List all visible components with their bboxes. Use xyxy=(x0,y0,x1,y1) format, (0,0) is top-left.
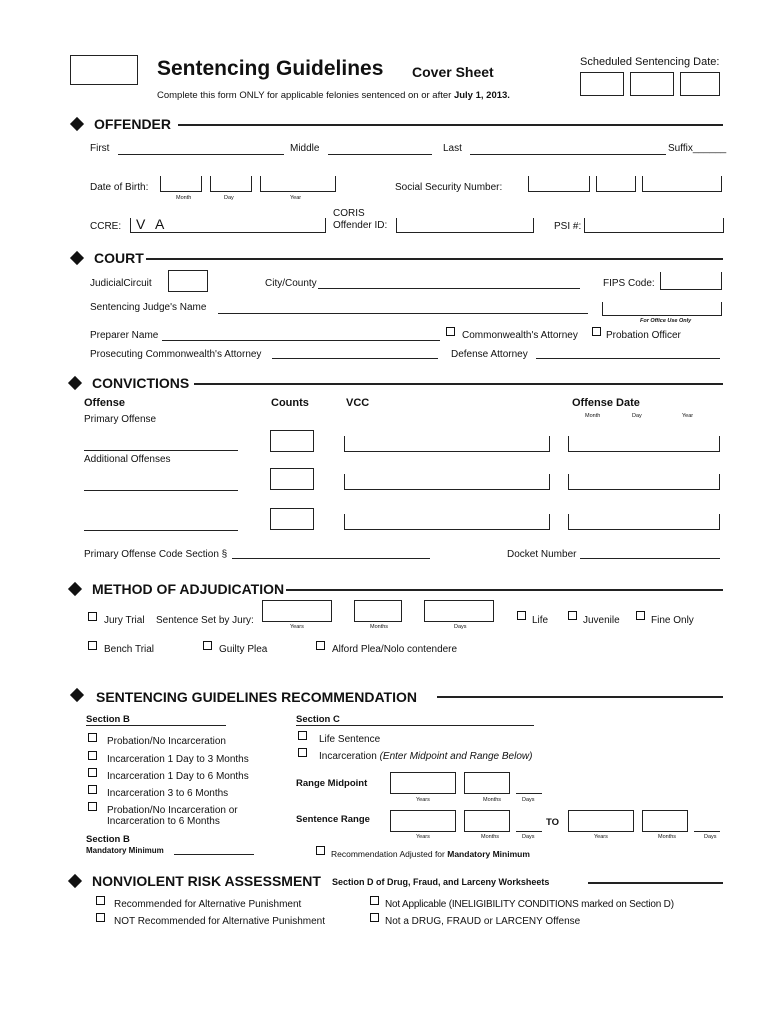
additional-1-vcc-box[interactable] xyxy=(344,474,550,490)
offense-date-day-caption: Day xyxy=(632,413,642,419)
recommended-alternative-checkbox[interactable] xyxy=(96,896,105,905)
first-label: First xyxy=(90,143,110,154)
jury-trial-label: Jury Trial xyxy=(104,615,145,626)
defense-attorney-label: Defense Attorney xyxy=(451,349,528,360)
recommendation-rule xyxy=(437,696,723,698)
last-name-field[interactable] xyxy=(470,154,666,155)
range-low-years-box[interactable] xyxy=(390,810,456,832)
probation-no-incarceration-checkbox[interactable] xyxy=(88,733,97,742)
counts-col-header: Counts xyxy=(271,397,309,409)
midpoint-days-caption: Days xyxy=(522,797,535,803)
dob-year-caption: Year xyxy=(290,195,302,201)
not-recommended-alternative-label: NOT Recommended for Alternative Punishment xyxy=(114,916,326,927)
risk-subheading: Section D of Drug, Fraud, and Larceny Worksheets xyxy=(332,877,550,887)
ccre-number-box[interactable] xyxy=(130,218,326,233)
recommended-alternative-label: Recommended for Alternative Punishment xyxy=(114,899,302,910)
b-option-4: Incarceration 3 to 6 Months xyxy=(107,788,229,799)
range-low-years-caption: Years xyxy=(416,834,430,840)
jury-trial-checkbox[interactable] xyxy=(88,612,97,621)
court-bullet-icon xyxy=(70,251,84,265)
mandatory-minimum-field[interactable] xyxy=(174,854,254,855)
city-county-label: City/County xyxy=(265,278,317,289)
not-drug-fraud-larceny-label: Not a DRUG, FRAUD or LARCENY Offense xyxy=(385,916,581,927)
fips-code-box[interactable] xyxy=(660,272,722,290)
city-county-field[interactable] xyxy=(318,288,580,289)
commonwealths-attorney-label: Commonwealth's Attorney xyxy=(462,330,578,341)
midpoint-years-caption: Years xyxy=(416,797,430,803)
range-low-days-field[interactable] xyxy=(516,831,542,832)
jury-years-box[interactable] xyxy=(262,600,332,622)
range-high-days-field[interactable] xyxy=(694,831,720,832)
primary-counts-box[interactable] xyxy=(270,430,314,452)
additional-1-offense-date-box[interactable] xyxy=(568,474,720,490)
ssn-part1-box[interactable] xyxy=(528,176,590,192)
additional-1-counts-box[interactable] xyxy=(270,468,314,490)
section-c-heading: Section C xyxy=(296,714,340,725)
midpoint-days-field[interactable] xyxy=(516,793,542,794)
court-rule xyxy=(146,258,723,260)
alford-plea-checkbox[interactable] xyxy=(316,641,325,650)
primary-offense-date-box[interactable] xyxy=(568,436,720,452)
offender-heading: OFFENDER xyxy=(94,116,171,132)
adjusted-mandatory-minimum-checkbox[interactable] xyxy=(316,846,325,855)
midpoint-months-caption: Months xyxy=(483,797,502,803)
additional-2-vcc-box[interactable] xyxy=(344,514,550,530)
probation-officer-label: Probation Officer xyxy=(606,330,681,341)
convictions-rule xyxy=(194,383,723,385)
bench-trial-label: Bench Trial xyxy=(104,644,155,655)
offender-bullet-icon xyxy=(70,117,84,131)
dob-day-box[interactable] xyxy=(210,176,252,192)
page-title: Sentencing Guidelines xyxy=(157,57,384,80)
fine-only-checkbox[interactable] xyxy=(636,611,645,620)
risk-rule xyxy=(588,882,723,884)
judicial-circuit-box[interactable] xyxy=(168,270,208,292)
range-low-months-caption: Months xyxy=(481,834,500,840)
incarceration-3-6months-checkbox[interactable] xyxy=(88,785,97,794)
range-low-months-box[interactable] xyxy=(464,810,510,832)
life-checkbox[interactable] xyxy=(517,611,526,620)
section-b-heading: Section B xyxy=(86,714,130,725)
section-b-underline xyxy=(86,725,226,726)
section-b-mandatory-heading: Section B xyxy=(86,834,130,845)
adjudication-heading: METHOD OF ADJUDICATION xyxy=(92,581,285,597)
primary-vcc-box[interactable] xyxy=(344,436,550,452)
range-high-years-box[interactable] xyxy=(568,810,634,832)
not-applicable-checkbox[interactable] xyxy=(370,896,379,905)
first-name-field[interactable] xyxy=(118,154,284,155)
not-drug-fraud-larceny-checkbox[interactable] xyxy=(370,913,379,922)
additional-2-offense-date-box[interactable] xyxy=(568,514,720,530)
psi-label: PSI #: xyxy=(554,221,582,232)
scheduled-day-box[interactable] xyxy=(630,72,674,96)
code-section-field[interactable] xyxy=(232,558,430,559)
scheduled-month-box[interactable] xyxy=(580,72,624,96)
coris-label-line1: CORIS xyxy=(333,208,365,219)
judge-name-label: Sentencing Judge's Name xyxy=(90,302,207,313)
offense-date-col-header: Offense Date xyxy=(572,397,640,409)
sentence-set-by-jury-label: Sentence Set by Jury: xyxy=(156,615,254,626)
coris-label-line2: Offender ID: xyxy=(333,220,388,231)
dob-year-box[interactable] xyxy=(260,176,336,192)
convictions-bullet-icon xyxy=(68,376,82,390)
page-subtitle: Cover Sheet xyxy=(412,64,494,80)
office-use-box xyxy=(602,302,722,316)
range-high-months-box[interactable] xyxy=(642,810,688,832)
range-high-years-caption: Years xyxy=(594,834,608,840)
offense-col-header: Offense xyxy=(84,397,125,409)
dob-month-box[interactable] xyxy=(160,176,202,192)
court-heading: COURT xyxy=(94,250,144,266)
fips-label: FIPS Code: xyxy=(603,278,655,289)
judge-name-field[interactable] xyxy=(218,313,588,314)
fine-only-label: Fine Only xyxy=(651,615,694,626)
guilty-plea-label: Guilty Plea xyxy=(219,644,268,655)
primary-offense-label: Primary Offense xyxy=(84,414,157,425)
dob-day-caption: Day xyxy=(224,195,234,201)
judicial-circuit-label: JudicialCircuit xyxy=(90,278,152,289)
b-option-3: Incarceration 1 Day to 6 Months xyxy=(107,771,249,782)
offender-rule xyxy=(178,124,723,126)
incarceration-label: Incarceration (Enter Midpoint and Range Below) xyxy=(319,751,533,762)
convictions-heading: CONVICTIONS xyxy=(92,375,190,391)
probation-officer-checkbox[interactable] xyxy=(592,327,601,336)
code-section-label: Primary Offense Code Section § xyxy=(84,549,228,560)
risk-bullet-icon xyxy=(68,874,82,888)
incarceration-checkbox[interactable] xyxy=(298,748,307,757)
bench-trial-checkbox[interactable] xyxy=(88,641,97,650)
offense-date-year-caption: Year xyxy=(682,413,694,419)
not-recommended-alternative-checkbox[interactable] xyxy=(96,913,105,922)
juvenile-checkbox[interactable] xyxy=(568,611,577,620)
ccre-v: V xyxy=(136,216,146,232)
jury-months-box[interactable] xyxy=(354,600,402,622)
mandatory-minimum-label: Mandatory Minimum xyxy=(86,846,164,855)
docket-number-label: Docket Number xyxy=(507,549,577,560)
jury-years-caption: Years xyxy=(290,624,304,630)
range-midpoint-label: Range Midpoint xyxy=(296,778,368,789)
b-option-5: Probation/No Incarceration or xyxy=(107,805,238,816)
docket-number-field[interactable] xyxy=(580,558,720,559)
jury-days-box[interactable] xyxy=(424,600,494,622)
not-applicable-label: Not Applicable (INELIGIBILITY CONDITIONS marked on Section D) xyxy=(385,899,674,910)
life-sentence-checkbox[interactable] xyxy=(298,731,307,740)
scheduled-date-label: Scheduled Sentencing Date: xyxy=(580,56,720,68)
range-high-months-caption: Months xyxy=(658,834,677,840)
ccre-label: CCRE: xyxy=(90,221,122,232)
alford-plea-label: Alford Plea/Nolo contendere xyxy=(332,644,458,655)
juvenile-label: Juvenile xyxy=(583,615,620,626)
dob-month-caption: Month xyxy=(176,195,192,201)
midpoint-months-box[interactable] xyxy=(464,772,510,794)
adjudication-rule xyxy=(286,589,723,591)
section-c-underline xyxy=(296,725,534,726)
dob-label: Date of Birth: xyxy=(90,182,149,193)
ccre-a: A xyxy=(155,216,165,232)
preparer-name-label: Preparer Name xyxy=(90,330,159,341)
preparer-name-field[interactable] xyxy=(162,340,440,341)
prosecuting-attorney-label: Prosecuting Commonwealth's Attorney xyxy=(90,349,262,360)
additional-offenses-label: Additional Offenses xyxy=(84,454,171,465)
probation-or-incarceration-checkbox[interactable] xyxy=(88,802,97,811)
guilty-plea-checkbox[interactable] xyxy=(203,641,212,650)
additional-2-counts-box[interactable] xyxy=(270,508,314,530)
offense-date-month-caption: Month xyxy=(585,413,601,419)
sentence-range-label: Sentence Range xyxy=(296,814,370,825)
b-option-1: Probation/No Incarceration xyxy=(107,736,226,747)
life-label: Life xyxy=(532,615,549,626)
adjusted-mandatory-minimum-label: Recommendation Adjusted for Mandatory Minimum xyxy=(331,849,530,859)
primary-offense-field[interactable] xyxy=(84,450,238,451)
middle-label: Middle xyxy=(290,143,320,154)
suffix-field[interactable]: Suffix______ xyxy=(668,143,727,154)
incarceration-1day-3months-checkbox[interactable] xyxy=(88,751,97,760)
defense-attorney-field[interactable] xyxy=(536,358,720,359)
ssn-label: Social Security Number: xyxy=(395,182,503,193)
office-use-caption: For Office Use Only xyxy=(640,318,692,324)
prosecuting-attorney-field[interactable] xyxy=(272,358,438,359)
additional-offense-1-field[interactable] xyxy=(84,490,238,491)
vcc-col-header: VCC xyxy=(346,397,370,409)
middle-name-field[interactable] xyxy=(328,154,432,155)
last-label: Last xyxy=(443,143,462,154)
range-to-label: TO xyxy=(546,817,560,828)
ssn-part3-box[interactable] xyxy=(642,176,722,192)
ssn-part2-box[interactable] xyxy=(596,176,636,192)
additional-offense-2-field[interactable] xyxy=(84,530,238,531)
risk-heading: NONVIOLENT RISK ASSESSMENT xyxy=(92,873,321,889)
b-option-2: Incarceration 1 Day to 3 Months xyxy=(107,754,249,765)
commonwealths-attorney-checkbox[interactable] xyxy=(446,327,455,336)
recommendation-heading: SENTENCING GUIDELINES RECOMMENDATION xyxy=(96,689,417,705)
midpoint-years-box[interactable] xyxy=(390,772,456,794)
scheduled-year-box[interactable] xyxy=(680,72,720,96)
range-low-days-caption: Days xyxy=(522,834,535,840)
recommendation-bullet-icon xyxy=(70,688,84,702)
incarceration-1day-6months-checkbox[interactable] xyxy=(88,768,97,777)
form-id-box[interactable] xyxy=(70,55,138,85)
instruction-text: Complete this form ONLY for applicable felonies sentenced on or after July 1, 2013. xyxy=(157,90,510,101)
jury-months-caption: Months xyxy=(370,624,389,630)
coris-id-box[interactable] xyxy=(396,218,534,233)
life-sentence-label: Life Sentence xyxy=(319,734,381,745)
b-option-5-line2: Incarceration to 6 Months xyxy=(107,816,220,827)
range-high-days-caption: Days xyxy=(704,834,717,840)
psi-number-box[interactable] xyxy=(584,218,724,233)
jury-days-caption: Days xyxy=(454,624,467,630)
adjudication-bullet-icon xyxy=(68,582,82,596)
